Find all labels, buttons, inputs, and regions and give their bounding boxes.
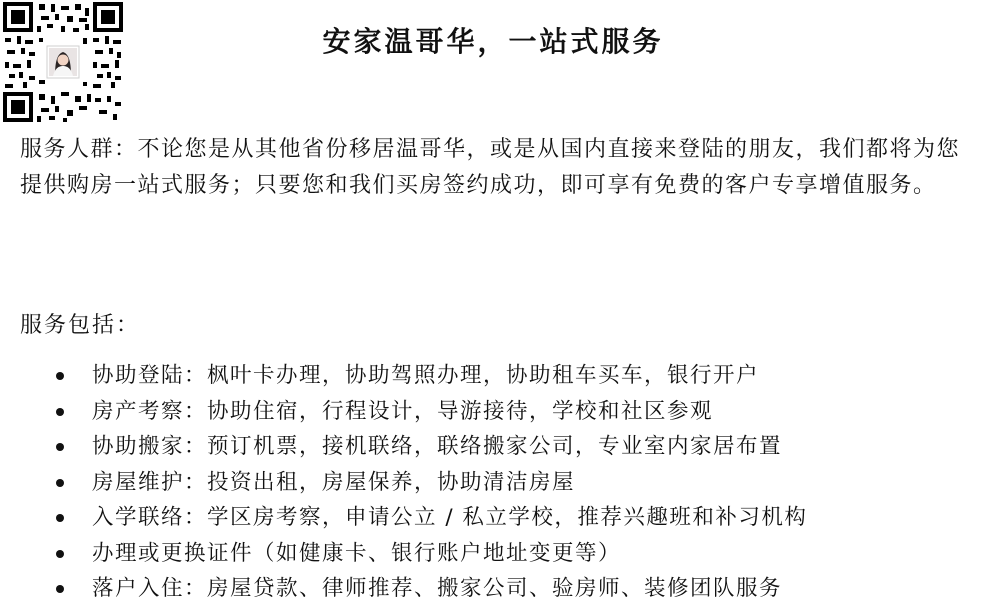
- bullet-icon: [56, 550, 64, 558]
- service-item-text: 房产考察：协助住宿，行程设计，导游接待，学校和社区参观: [92, 398, 714, 424]
- bullet-icon: [56, 585, 64, 593]
- services-heading: 服务包括：: [20, 313, 141, 338]
- service-item-text: 房屋维护：投资出租，房屋保养，协助清洁房屋: [92, 469, 576, 495]
- bullet-icon: [56, 514, 64, 522]
- service-item-text: 办理或更换证件（如健康卡、银行账户地址变更等）: [92, 540, 622, 566]
- bullet-icon: [56, 443, 64, 451]
- bullet-icon: [56, 372, 64, 380]
- service-item-text: 落户入住：房屋贷款、律师推荐、搬家公司、验房师、装修团队服务: [92, 576, 783, 601]
- bullet-icon: [56, 408, 64, 416]
- bullet-icon: [56, 479, 64, 487]
- intro-paragraph: 服务人群：不论您是从其他省份移居温哥华，或是从国内直接来登陆的朋友，我们都将为您提供购房一站式服务；只要您和我们买房签约成功，即可享有免费的客户专享增值服务。: [20, 137, 961, 198]
- service-item-text: 协助登陆：枫叶卡办理，协助驾照办理，协助租车买车，银行开户: [92, 363, 760, 388]
- service-item-text: 协助搬家：预订机票，接机联络，联络搬家公司，专业室内家居布置: [92, 434, 783, 459]
- page-title: 安家温哥华，一站式服务: [322, 25, 664, 58]
- service-item-text: 入学联络：学区房考察，申请公立 / 私立学校，推荐兴趣班和补习机构: [92, 505, 808, 530]
